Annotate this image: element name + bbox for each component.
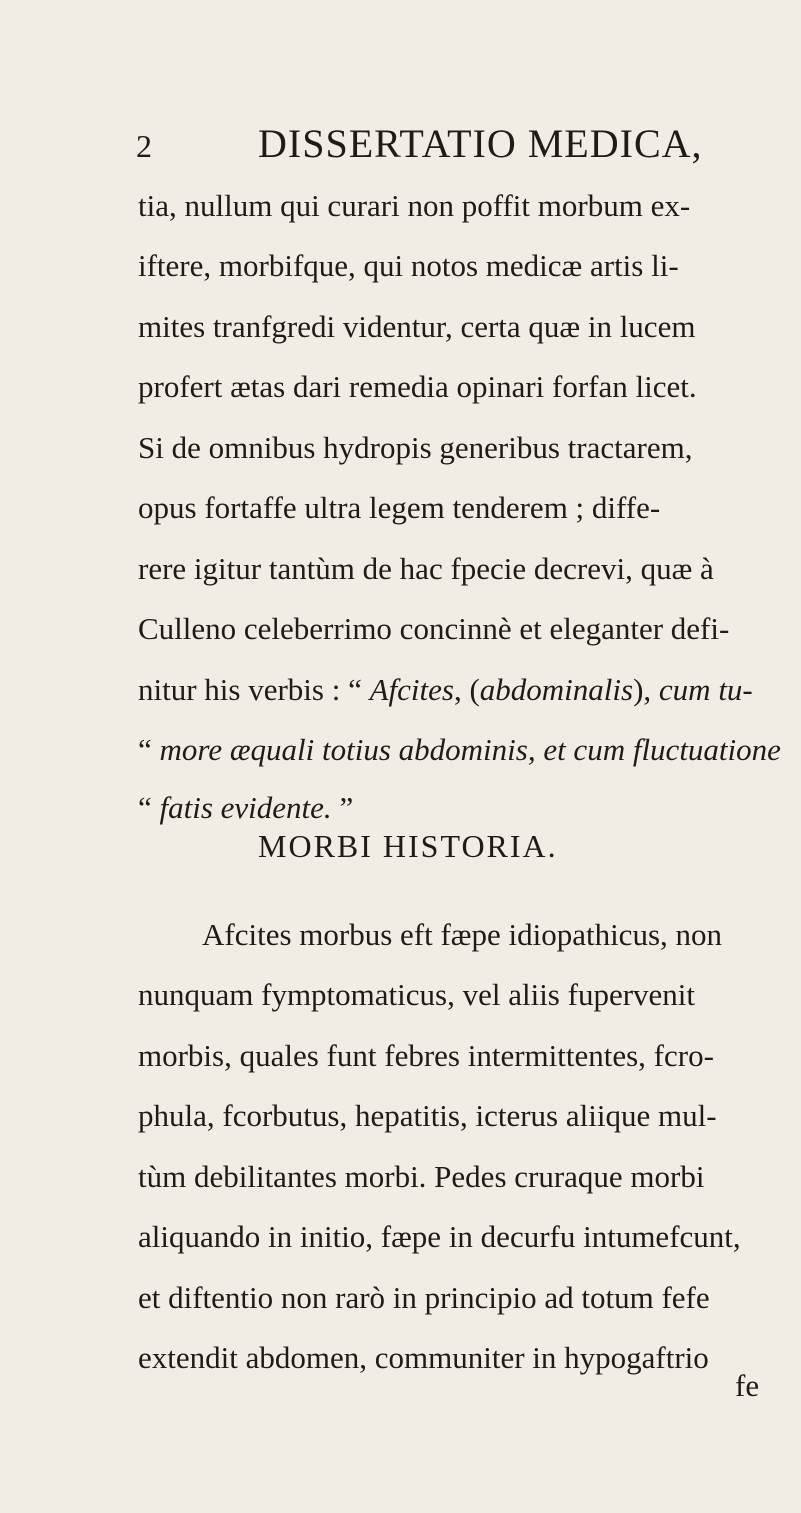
text-line: nunquam fymptomaticus, vel aliis fupervenit bbox=[138, 977, 696, 1012]
quote-mark: “ bbox=[138, 732, 160, 767]
text-line: rere igitur tantùm de hac fpecie decrevi, quæ à bbox=[138, 551, 714, 586]
section-heading: MORBI HISTORIA. bbox=[258, 828, 558, 864]
catchword: fe bbox=[735, 1368, 760, 1403]
text-line: tia, nullum qui curari non poffit morbum ex- bbox=[138, 188, 691, 223]
quote-italic: et cum fluctuatione bbox=[543, 732, 781, 767]
quote-italic: Afcites bbox=[369, 672, 454, 707]
text-line: Afcites morbus eft fæpe idiopathicus, non bbox=[202, 917, 723, 952]
quote-italic: more æquali totius abdominis bbox=[159, 732, 528, 767]
text-line: phula, fcorbutus, hepatitis, icterus aliique mul- bbox=[138, 1098, 717, 1133]
text-line: profert ætas dari remedia opinari forfan licet. bbox=[138, 369, 697, 404]
quote-line bbox=[138, 730, 781, 770]
text-line: extendit abdomen, communiter in hypogaftrio bbox=[138, 1340, 709, 1375]
page-number: 2 bbox=[136, 128, 152, 164]
quote-text: , ( bbox=[453, 672, 480, 707]
quote-mark: ” bbox=[331, 790, 354, 825]
running-head: DISSERTATIO MEDICA, bbox=[258, 121, 703, 166]
quote-line bbox=[138, 788, 353, 828]
quote-text: nitur his verbis : “ bbox=[138, 672, 370, 707]
quote-italic: abdominalis bbox=[479, 672, 634, 707]
quote-italic: cum tu- bbox=[658, 672, 753, 707]
text-line: iftere, morbifque, qui notos medicæ artis li- bbox=[138, 248, 679, 283]
text-line: tùm debilitantes morbi. Pedes cruraque morbi bbox=[138, 1159, 705, 1194]
quote-text: ), bbox=[633, 672, 659, 707]
text-line: morbis, quales funt febres intermittentes, fcro- bbox=[138, 1038, 714, 1073]
text-line: mites tranfgredi videntur, certa quæ in lucem bbox=[138, 309, 696, 344]
text-line: aliquando in initio, fæpe in decurfu intumefcunt, bbox=[138, 1219, 741, 1254]
quote-text: , bbox=[527, 732, 544, 767]
quote-italic: fatis evidente. bbox=[159, 790, 332, 825]
quote-line bbox=[138, 670, 753, 710]
text-line: et diftentio non rarò in principio ad totum fefe bbox=[138, 1280, 710, 1315]
text-line: Si de omnibus hydropis generibus tractarem, bbox=[138, 430, 693, 465]
quote-mark: “ bbox=[138, 790, 160, 825]
text-line: opus fortaffe ultra legem tenderem ; diffe- bbox=[138, 490, 661, 525]
text-line: Culleno celeberrimo concinnè et eleganter defi- bbox=[138, 611, 730, 646]
